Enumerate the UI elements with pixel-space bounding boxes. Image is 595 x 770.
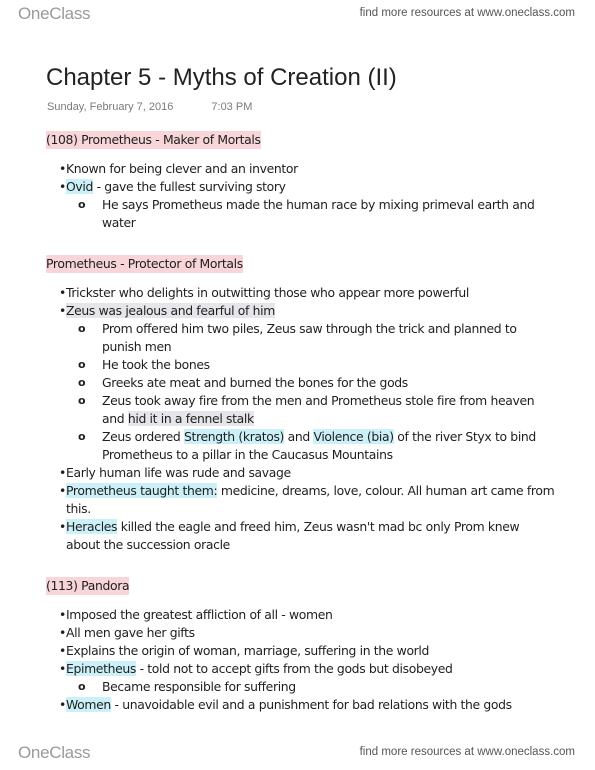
sub-list [78, 678, 556, 696]
bullet-list [46, 606, 556, 714]
sub-list-item [78, 320, 556, 356]
promo-link[interactable]: find more resources at www.oneclass.com [359, 7, 575, 19]
list-item-text: Known for being clever and an inventor [66, 161, 298, 176]
list-item-text: medicine, dreams, love, colour. All human art came from this. [66, 483, 555, 516]
highlighted-term: Heracles [66, 519, 118, 534]
bullet-list [46, 284, 556, 554]
highlighted-term: hid it in a fennel stalk [127, 411, 254, 426]
list-item-text: He took the bones [102, 357, 210, 372]
oneclass-logo: OneClass [18, 743, 91, 762]
section-heading: Prometheus - Protector of Mortals [46, 256, 243, 271]
promo-link[interactable]: find more resources at www.oneclass.com [359, 746, 575, 758]
list-item [46, 178, 556, 232]
oneclass-logo: OneClass [18, 4, 91, 23]
list-item [46, 518, 556, 554]
list-item [46, 284, 556, 302]
list-item-text: Greeks ate meat and burned the bones for the gods [102, 375, 408, 390]
list-item-text: Prom offered him two piles, Zeus saw through the trick and planned to punish men [102, 321, 517, 354]
highlighted-term: Epimetheus [66, 661, 136, 676]
list-item [46, 464, 556, 482]
highlighted-term: Strength (kratos) [184, 429, 285, 444]
sub-list-item [78, 374, 556, 392]
note-time: 7:03 PM [211, 101, 253, 113]
list-item [46, 642, 556, 660]
list-item [46, 160, 556, 178]
list-item-text: Became responsible for suffering [102, 679, 296, 694]
list-item-text: All men gave her gifts [66, 625, 195, 640]
sub-list-item [78, 196, 556, 232]
list-item [46, 696, 556, 714]
note-body [46, 131, 556, 714]
sub-list-item [78, 678, 556, 696]
list-item-text: Early human life was rude and savage [66, 465, 291, 480]
highlighted-term: Zeus was jealous and fearful of him [66, 303, 275, 318]
list-item [46, 482, 556, 518]
list-item-text: He says Prometheus made the human race by mixing primeval earth and water [102, 197, 535, 230]
list-item-text: Zeus took away fire from the men and Prometheus stole fire from heaven and [102, 393, 535, 426]
sub-list-item [78, 356, 556, 374]
list-item [46, 302, 556, 464]
note-timestamp [47, 101, 252, 113]
list-item-text: Explains the origin of woman, marriage, suffering in the world [66, 643, 430, 658]
list-item [46, 606, 556, 624]
section-heading: (113) Pandora [46, 578, 130, 593]
list-item-text: - unavoidable evil and a punishment for bad relations with the gods [110, 697, 512, 712]
bullet-list [46, 160, 556, 232]
highlighted-term: Women [66, 697, 111, 712]
list-item-text: - gave the fullest surviving story [93, 179, 286, 194]
note-date: Sunday, February 7, 2016 [47, 101, 174, 113]
sub-list [78, 196, 556, 232]
list-item-text: Trickster who delights in outwitting those who appear more powerful [66, 285, 469, 300]
sub-list-item [78, 428, 556, 464]
sub-list [78, 320, 556, 464]
highlighted-term: Ovid [66, 179, 93, 194]
list-item-text: and [284, 429, 314, 444]
section-heading: (108) Prometheus - Maker of Mortals [46, 132, 261, 147]
list-item-text: Zeus ordered [102, 429, 185, 444]
sub-list-item [78, 392, 556, 428]
list-item [46, 624, 556, 642]
highlighted-term: Violence (bia) [313, 429, 394, 444]
list-item-text: - told not to accept gifts from the gods but disobeyed [135, 661, 453, 676]
highlighted-term: Prometheus taught them: [66, 483, 218, 498]
list-item-text: of the river Styx to bind Prometheus to a pillar in the Caucasus Mountains [102, 429, 536, 462]
page-title: Chapter 5 - Myths of Creation (II) [46, 64, 397, 91]
list-item [46, 660, 556, 696]
list-item-text: killed the eagle and freed him, Zeus wasn't mad bc only Prom knew about the succession oracle [66, 519, 520, 552]
list-item-text: Imposed the greatest affliction of all - women [66, 607, 333, 622]
